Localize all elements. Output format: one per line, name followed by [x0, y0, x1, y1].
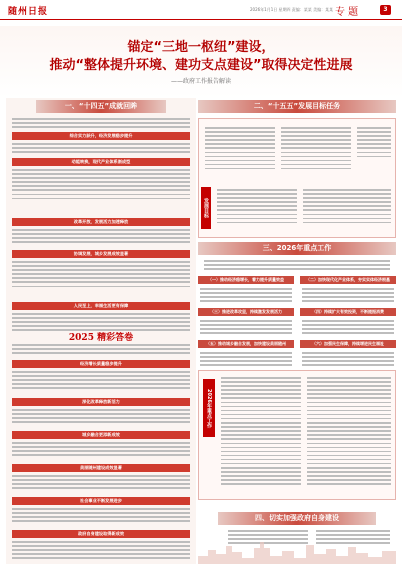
masthead: [0, 0, 402, 20]
task-box-2: （二）加快现代化产业体系，夯实实体经济根基: [300, 276, 396, 284]
work-label: 2026年重点工作: [203, 379, 215, 437]
text-block: [221, 377, 301, 488]
text-block: [12, 475, 190, 491]
subsection-bar: 改革开放，发展活力加速释放: [12, 218, 190, 226]
goals-label: 发展目标: [201, 187, 211, 229]
task-box-5: （五）推动城乡融合发展，加快建设美丽随州: [198, 340, 294, 348]
text-block: [200, 352, 292, 368]
text-block: [12, 371, 190, 391]
right-column: [198, 98, 396, 564]
goals-panel: [198, 118, 396, 238]
text-block: [200, 320, 292, 336]
text-block: [217, 189, 297, 226]
task-box-3: （三）推进改革攻坚，持续激发发展活力: [198, 308, 294, 316]
text-block: [12, 508, 190, 524]
section-title-2: 二、“十五五”发展目标任务: [198, 100, 396, 113]
subsection-bar: 动能转换，现代产业体系渐成型: [12, 158, 190, 166]
subsection-bar: 政府自身建设取得新成效: [12, 530, 190, 538]
subsection-bar: 城乡融合更添新成效: [12, 431, 190, 439]
page-number: 3: [380, 5, 391, 15]
big-title: 2025 精彩答卷: [68, 333, 134, 343]
text-block: [200, 288, 292, 304]
text-block: [302, 352, 394, 368]
section-title-3: 三、2026年重点工作: [198, 242, 396, 255]
text-block: [12, 442, 190, 458]
text-block: [12, 143, 190, 155]
text-block: [307, 377, 391, 488]
text-block: [12, 261, 190, 290]
headline-line-2: 推动“整体提升环境、建功支点建设”取得决定性进展: [49, 58, 353, 73]
city-skyline-illustration: [198, 536, 396, 564]
headline-line-1: 锚定“三地一枢纽”建设，: [127, 40, 275, 55]
task-box-4: （四）持续扩大有效投资，不断提振消费: [300, 308, 396, 316]
headline-subtitle: ——政府工作报告解读: [170, 78, 231, 85]
subsection-bar: 协调发展，城乡发展成效显著: [12, 250, 190, 258]
section-title-1: 一、“十四五”成就回眸: [36, 100, 166, 113]
headline-area: [0, 26, 402, 98]
issue-date: 2026年1月1日 星期四 责编：某某 美编：某某: [250, 7, 334, 12]
subsection-bar: 人民至上，幸福生活更有保障: [12, 302, 190, 310]
subsection-bar: 社会事业不断发展进步: [12, 497, 190, 505]
section-title-4: 四、切实加强政府自身建设: [218, 512, 376, 525]
left-column: [6, 98, 196, 564]
text-block: [205, 127, 275, 172]
text-block: [357, 127, 391, 160]
text-block: [302, 320, 394, 336]
work-panel: [198, 370, 396, 500]
text-block: [12, 409, 190, 425]
text-block: [12, 541, 190, 561]
text-block: [302, 288, 394, 304]
subsection-bar: 经济增长质量稳步提升: [12, 360, 190, 368]
subsection-bar: 综合实力跃升，经济发展稳步提升: [12, 132, 190, 140]
text-block: [12, 229, 190, 245]
subsection-bar: 美丽随州建设成效显著: [12, 464, 190, 472]
text-block: [12, 118, 190, 130]
text-block: [281, 127, 351, 172]
text-block: [303, 189, 391, 226]
section-name: 专 题: [335, 7, 359, 18]
text-block: [12, 344, 190, 356]
newspaper-logo: 随州日报: [8, 7, 49, 17]
task-box-1: （一）推动经济稳增长，着力提升质量效益: [198, 276, 294, 284]
text-block: [204, 260, 390, 272]
text-block: [12, 169, 190, 202]
subsection-bar: 深化改革释放新活力: [12, 398, 190, 406]
task-box-6: （六）加强民生保障，持续增进民生福祉: [300, 340, 396, 348]
